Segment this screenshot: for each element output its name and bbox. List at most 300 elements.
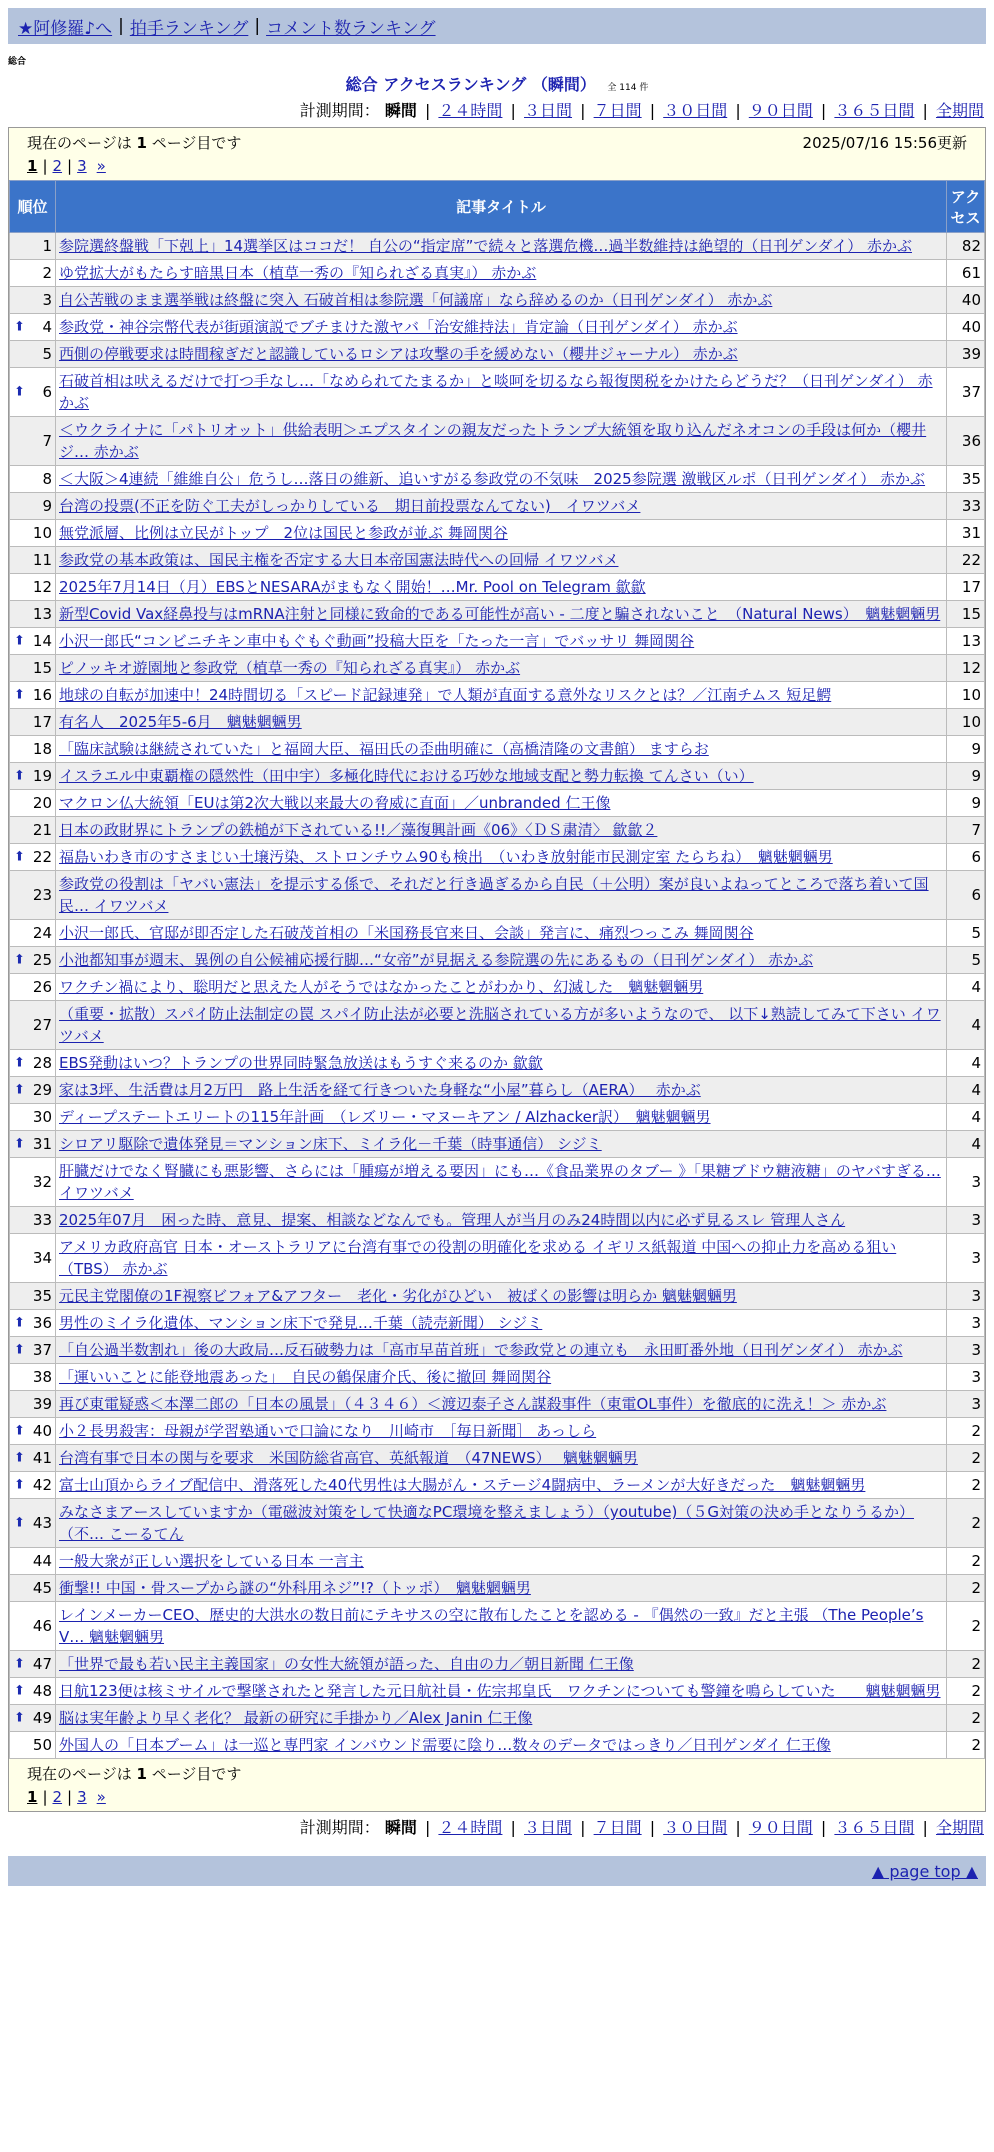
access-count: 37 (947, 368, 985, 417)
access-count: 15 (947, 601, 985, 628)
access-count: 2 (947, 1602, 985, 1651)
article-title-link[interactable]: 参政党の基本政策は、国民主権を否定する大日本帝国憲法時代への回帰 イワツバメ (59, 551, 619, 569)
title-cell (56, 974, 947, 1001)
table-row (10, 287, 985, 314)
access-count: 3 (947, 1283, 985, 1310)
rank-cell (10, 520, 56, 547)
period-link-365d[interactable]: ３６５日間 (834, 1818, 915, 1837)
rank-cell (10, 574, 56, 601)
title-cell (56, 314, 947, 341)
rank-number: 9 (42, 497, 52, 515)
rank-number: 10 (32, 524, 52, 542)
rank-number: 13 (32, 605, 52, 623)
article-title-link[interactable]: 2025年07月 困った時、意見、提案、相談などなんでも。管理人が当月のみ24時間以内に必ず見るスレ 管理人さん (59, 1211, 846, 1229)
article-title-link[interactable]: 小沢一郎氏“コンビニチキン車中もぐもぐ動画”投稿大臣を「たった一言」でバッサリ 舞岡関谷 (59, 632, 695, 650)
article-title-link[interactable]: 台湾有事で日本の関与を要求 米国防総省高官、英紙報道 （47NEWS） 魑魅魍魎男 (59, 1449, 638, 1467)
page-suffix: ページ目です (151, 1764, 242, 1783)
title-cell (56, 1391, 947, 1418)
pagination-next[interactable]: » (96, 1788, 106, 1806)
title-cell (56, 574, 947, 601)
rank-number: 15 (32, 659, 52, 677)
article-title-link[interactable]: 地球の自転が加速中！24時間切る「スピード記録連発」で人類が直面する意外なリスクとは？／江南チムス 短足鰐 (59, 686, 832, 704)
rank-up-arrow-icon: ⬆ (14, 952, 25, 968)
table-row (10, 547, 985, 574)
article-title-link[interactable]: 元民主党閣僚の1F視察ビフォア&アフター 老化・劣化がひどい 被ばくの影響は明らか 魑魅魍魎男 (59, 1287, 737, 1305)
table-row (10, 736, 985, 763)
rank-number: 32 (32, 1173, 52, 1191)
pagination-page-3[interactable]: 3 (77, 1788, 87, 1806)
article-title-link[interactable]: EBS発動はいつ？トランプの世界同時緊急放送はもうすぐ来るのか 歙歙 (59, 1054, 543, 1072)
access-count: 35 (947, 466, 985, 493)
ashura-home-link[interactable]: ★阿修羅♪へ (18, 18, 113, 39)
rank-cell (10, 341, 56, 368)
access-count: 2 (947, 1499, 985, 1548)
rank-cell (10, 1499, 56, 1548)
access-count: 2 (947, 1678, 985, 1705)
period-link-30d[interactable]: ３０日間 (663, 101, 728, 120)
article-title-link[interactable]: 参政党・神谷宗幣代表が街頭演説でブチまけた激ヤバ「治安維持法」肯定論（日刊ゲンダイ） 赤かぶ (59, 318, 738, 336)
title-cell (56, 466, 947, 493)
article-title-link[interactable]: 福島いわき市のすさまじい土壌汚染、ストロンチウム90も検出 （いわき放射能市民測定室 たらちね） 魑魅魍魎男 (59, 848, 833, 866)
article-title-link[interactable]: 家は3坪、生活費は月2万円 路上生活を経て行きついた身軽な“小屋”暮らし（AERA） 赤かぶ (59, 1081, 701, 1099)
rank-number: 39 (32, 1395, 52, 1413)
table-row (10, 1310, 985, 1337)
table-row (10, 417, 985, 466)
article-title-link[interactable]: 肝臓だけでなく腎臓にも悪影響、さらには「腫瘍が増える要因」にも…《食品業界のタブー 》「果糖ブドウ糖液糖」のヤバすぎる… イワツバメ (59, 1162, 941, 1202)
table-row (10, 1548, 985, 1575)
article-title-link[interactable]: 一般大衆が正しい選択をしている日本 一言主 (59, 1552, 364, 1570)
rank-cell (10, 1283, 56, 1310)
rank-number: 18 (32, 740, 52, 758)
rank-up-arrow-icon: ⬆ (14, 687, 25, 703)
period-link-all[interactable]: 全期間 (935, 101, 984, 120)
rank-number: 44 (32, 1552, 52, 1570)
article-title-link[interactable]: 再び東電疑惑＜本澤二郎の「日本の風景」（４３４６）＜渡辺泰子さん謀殺事件（東電OL事件）を徹底的に洗え！＞ 赤かぶ (59, 1395, 887, 1413)
article-title-link[interactable]: 無党派層、比例は立民がトップ 2位は国民と参政が並ぶ 舞岡関谷 (59, 524, 508, 542)
table-row (10, 1207, 985, 1234)
table-row (10, 871, 985, 920)
title-cell (56, 1050, 947, 1077)
rank-cell (10, 287, 56, 314)
access-count: 9 (947, 736, 985, 763)
article-title-link[interactable]: マクロン仏大統領「EUは第2次大戦以来最大の脅威に直面」／unbranded 仁王像 (59, 794, 611, 812)
rank-number: 41 (32, 1449, 52, 1467)
comment-ranking-link[interactable]: コメント数ランキング (266, 18, 436, 39)
title-cell (56, 1602, 947, 1651)
access-count: 3 (947, 1337, 985, 1364)
rank-up-arrow-icon: ⬆ (14, 849, 25, 865)
title-cell (56, 547, 947, 574)
rank-cell (10, 1732, 56, 1759)
rank-up-arrow-icon: ⬆ (14, 1477, 25, 1493)
category-label: 総合 (8, 57, 27, 67)
title-cell (56, 287, 947, 314)
title-cell (56, 1131, 947, 1158)
article-title-link[interactable]: 参政党の役割は「ヤバい憲法」を提示する係で、それだと行き過ぎるから自民（＋公明）案が良いよねってところで落ち着いて国民… イワツバメ (59, 875, 929, 915)
table-row (10, 763, 985, 790)
table-row (10, 655, 985, 682)
rank-cell (10, 763, 56, 790)
table-row (10, 1158, 985, 1207)
article-title-link[interactable]: 富士山頂からライブ配信中、滑落死した40代男性は大腸がん・ステージ4闘病中、ラーメンが大好きだった 魑魅魍魎男 (59, 1476, 866, 1494)
access-count: 13 (947, 628, 985, 655)
period-link-all[interactable]: 全期間 (935, 1818, 984, 1837)
title-cell (56, 763, 947, 790)
rank-up-arrow-icon: ⬆ (14, 1082, 25, 1098)
title-cell (56, 1158, 947, 1207)
rank-cell (10, 790, 56, 817)
ranking-frame (8, 127, 986, 1812)
access-count: 5 (947, 947, 985, 974)
rank-number: 38 (32, 1368, 52, 1386)
title-cell (56, 260, 947, 287)
table-row (10, 1283, 985, 1310)
rank-number: 34 (32, 1249, 52, 1267)
title-cell (56, 1283, 947, 1310)
access-count: 4 (947, 974, 985, 1001)
rank-number: 42 (32, 1476, 52, 1494)
article-title-link[interactable]: みなさまアースしていますか（電磁波対策をして快適なPC環境を整えましょう）（youtube)（５G対策の決め手となりうるか）（不… こーるてん (59, 1503, 914, 1543)
rank-up-arrow-icon: ⬆ (14, 1450, 25, 1466)
rank-number: 14 (32, 632, 52, 650)
period-separator: | (510, 1818, 516, 1837)
title-cell (56, 493, 947, 520)
updated-timestamp: 2025/07/16 15:56更新 (802, 133, 967, 152)
rank-cell (10, 844, 56, 871)
table-row (10, 1678, 985, 1705)
article-title-link[interactable]: 小沢一郎氏、官邸が即否定した石破茂首相の「米国務長官来日、会談」発言に、痛烈つっこみ 舞岡関谷 (59, 924, 754, 942)
article-title-link[interactable]: ゆ党拡大がもたらす暗黒日本（植草一秀の『知られざる真実』） 赤かぶ (59, 264, 537, 282)
access-count: 33 (947, 493, 985, 520)
table-row (10, 466, 985, 493)
pagination-page-2[interactable]: 2 (52, 157, 63, 175)
rank-number: 45 (32, 1579, 52, 1597)
page-info-top (9, 128, 985, 180)
period-nav-bottom (0, 1816, 984, 1840)
table-row (10, 817, 985, 844)
rank-number: 50 (32, 1736, 52, 1754)
table-row (10, 493, 985, 520)
article-title-link[interactable]: 石破首相は吠えるだけで打つ手なし…「なめられてたまるか」と啖呵を切るなら報復関税をかけたらどうだ？（日刊ゲンダイ） 赤かぶ (59, 372, 933, 412)
period-link-3d[interactable]: ３日間 (524, 1818, 573, 1837)
period-link-30d[interactable]: ３０日間 (663, 1818, 728, 1837)
access-count: 2 (947, 1705, 985, 1732)
period-link-90d[interactable]: ９０日間 (748, 101, 813, 120)
rank-up-arrow-icon: ⬆ (14, 1515, 25, 1531)
table-row (10, 314, 985, 341)
article-title-link[interactable]: 「臨床試験は継続されていた」と福岡大臣、福田氏の歪曲明確に（高橋清隆の文書館） ますらお (59, 740, 709, 758)
table-row (10, 844, 985, 871)
current-page-text (27, 132, 241, 153)
rank-number: 33 (32, 1211, 52, 1229)
period-separator: | (424, 1818, 431, 1837)
rank-up-arrow-icon: ⬆ (14, 1423, 25, 1439)
period-separator: | (580, 101, 586, 120)
article-title-link[interactable]: アメリカ政府高官 日本・オーストラリアに台湾有事での役割の明確化を求める イギリス紙報道 中国への抑止力を高める狙い（TBS） 赤かぶ (59, 1238, 897, 1278)
pagination-page-1: 1 (27, 1788, 38, 1806)
article-title-link[interactable]: 衝撃!! 中国・骨スープから謎の“外科用ネジ”!?（トッポ） 魑魅魍魎男 (59, 1579, 531, 1597)
table-row (10, 1001, 985, 1050)
title-cell (56, 1337, 947, 1364)
article-title-link[interactable]: ＜ウクライナに「パトリオット」供給表明＞エプスタインの親友だったトランプ大統領を取り込んだネオコンの手段は何か（櫻井ジ… 赤かぶ (59, 421, 927, 461)
rank-number: 6 (42, 383, 52, 401)
access-count: 3 (947, 1158, 985, 1207)
rank-number: 35 (32, 1287, 52, 1305)
access-count: 4 (947, 1077, 985, 1104)
period-link-24h[interactable]: ２４時間 (438, 101, 503, 120)
access-count: 4 (947, 1001, 985, 1050)
rank-up-arrow-icon: ⬆ (14, 1342, 25, 1358)
title-cell (56, 736, 947, 763)
title-cell (56, 1310, 947, 1337)
article-title-link[interactable]: レインメーカーCEO、歴史的大洪水の数日前にテキサスの空に散布したことを認める - 『偶然の一致』だと主張 （The People’s V… 魑魅魍魎男 (59, 1606, 924, 1646)
rank-up-arrow-icon: ⬆ (14, 633, 25, 649)
rank-cell (10, 682, 56, 709)
rank-up-arrow-icon: ⬆ (14, 1710, 25, 1726)
article-title-link[interactable]: 有名人 2025年5-6月 魑魅魍魎男 (59, 713, 302, 731)
pagination-page-2[interactable]: 2 (52, 1788, 63, 1806)
period-link-365d[interactable]: ３６５日間 (834, 101, 915, 120)
period-current: 瞬間 (384, 101, 417, 120)
rank-number: 48 (32, 1682, 52, 1700)
period-link-7d[interactable]: ７日間 (593, 1818, 642, 1837)
table-row (10, 1077, 985, 1104)
rank-number: 17 (32, 713, 52, 731)
access-count: 2 (947, 1472, 985, 1499)
access-count: 31 (947, 520, 985, 547)
table-row (10, 1472, 985, 1499)
access-count: 61 (947, 260, 985, 287)
page-title (0, 72, 994, 95)
article-title-link[interactable]: 参院選終盤戦「下剋上」14選挙区はココだ！ 自公の“指定席”で続々と落選危機…過半数維持は絶望的（日刊ゲンダイ） 赤かぶ (59, 237, 912, 255)
table-row (10, 1131, 985, 1158)
rank-cell (10, 601, 56, 628)
pagination-separator: | (67, 1788, 73, 1806)
rank-up-arrow-icon: ⬆ (14, 1136, 25, 1152)
title-cell (56, 655, 947, 682)
article-title-link[interactable]: 新型Covid Vax経鼻投与はmRNA注射と同様に致命的である可能性が高い - 二度と騙されないこと （Natural News） 魑魅魍魎男 (59, 605, 941, 623)
rank-number: 4 (42, 318, 52, 336)
rank-cell (10, 1651, 56, 1678)
access-count: 9 (947, 763, 985, 790)
rank-cell (10, 628, 56, 655)
period-separator: | (424, 101, 431, 120)
table-row (10, 1732, 985, 1759)
page-prefix: 現在のページは (27, 1764, 132, 1783)
clap-ranking-link[interactable]: 拍手ランキング (129, 18, 249, 39)
access-count: 5 (947, 920, 985, 947)
rank-number: 21 (32, 821, 52, 839)
rank-cell (10, 1131, 56, 1158)
nav-separator: | (254, 16, 261, 36)
period-link-90d[interactable]: ９０日間 (748, 1818, 813, 1837)
rank-cell (10, 1445, 56, 1472)
article-title-link[interactable]: 小２長男殺害：母親が学習塾通いで口論になり 川崎市 ［毎日新聞］ あっしら (59, 1422, 597, 1440)
rank-cell (10, 1548, 56, 1575)
rank-number: 8 (42, 470, 52, 488)
access-count: 4 (947, 1131, 985, 1158)
page-suffix: ページ目です (151, 133, 242, 152)
rank-number: 25 (32, 951, 52, 969)
rank-number: 12 (32, 578, 52, 596)
period-link-24h[interactable]: ２４時間 (438, 1818, 503, 1837)
rank-number: 22 (32, 848, 52, 866)
col-header-rank: 順位 (10, 181, 56, 233)
rank-up-arrow-icon: ⬆ (14, 319, 25, 335)
title-cell (56, 368, 947, 417)
period-separator: | (510, 101, 516, 120)
table-row (10, 368, 985, 417)
article-title-link[interactable]: 小池都知事が週末、異例の自公候補応援行脚…“女帝”が見据える参院選の先にあるもの（日刊ゲンダイ） 赤かぶ (59, 951, 814, 969)
rank-number: 27 (32, 1016, 52, 1034)
rank-cell (10, 1472, 56, 1499)
title-cell (56, 628, 947, 655)
article-title-link[interactable]: 外国人の「日本ブーム」は一巡と専門家 インバウンド需要に陰り…数々のデータではっきり／日刊ゲンダイ 仁王像 (59, 1736, 831, 1754)
title-cell (56, 233, 947, 260)
rank-number: 47 (32, 1655, 52, 1673)
article-title-link[interactable]: 「世界で最も若い民主主義国家」の女性大統領が語った、自由の力／朝日新聞 仁王像 (59, 1655, 634, 1673)
col-header-title: 記事タイトル (56, 181, 947, 233)
table-row (10, 920, 985, 947)
page-info-bottom (9, 1759, 985, 1811)
access-count: 3 (947, 1234, 985, 1283)
title-cell (56, 1499, 947, 1548)
rank-number: 28 (32, 1054, 52, 1072)
rank-cell (10, 233, 56, 260)
access-count: 2 (947, 1548, 985, 1575)
article-title-link[interactable]: イスラエル中東覇権の隠然性（田中宇）多極化時代における巧妙な地域支配と勢力転換 てんさい（い） (59, 767, 754, 785)
current-page-text (27, 1763, 241, 1784)
rank-up-arrow-icon: ⬆ (14, 1055, 25, 1071)
title-cell (56, 1364, 947, 1391)
article-title-link[interactable]: ＜大阪＞4連続「維維自公」危うし…落日の維新、追いすがる参政党の不気味 2025参院選 激戦区ルポ（日刊ゲンダイ） 赤かぶ (59, 470, 926, 488)
rank-cell (10, 1418, 56, 1445)
rank-cell (10, 368, 56, 417)
article-title-link[interactable]: 西側の停戦要求は時間稼ぎだと認識しているロシアは攻撃の手を緩めない（櫻井ジャーナル） 赤かぶ (59, 345, 738, 363)
rank-cell (10, 655, 56, 682)
article-title-link[interactable]: 2025年7月14日（月）EBSとNESARAがまもなく開始！…Mr. Pool on Telegram 歙歙 (59, 578, 646, 596)
rank-cell (10, 1678, 56, 1705)
page-prefix: 現在のページは (27, 133, 132, 152)
title-cell (56, 1651, 947, 1678)
article-title-link[interactable]: ディープステートエリートの115年計画 （レズリー・マヌーキアン / Alzhacker訳） 魑魅魍魎男 (59, 1108, 711, 1126)
period-current: 瞬間 (384, 1818, 417, 1837)
pagination (27, 154, 967, 178)
page-top-link[interactable]: ▲ page top ▲ (871, 1861, 978, 1881)
period-separator: | (922, 101, 928, 120)
access-count: 9 (947, 790, 985, 817)
table-row (10, 1050, 985, 1077)
title-cell (56, 1575, 947, 1602)
title-cell (56, 417, 947, 466)
access-count: 2 (947, 1445, 985, 1472)
access-count: 82 (947, 233, 985, 260)
title-cell (56, 1678, 947, 1705)
article-title-link[interactable]: ワクチン禍により、聡明だと思えた人がそうではなかったことがわかり、幻滅した 魑魅魍魎男 (59, 978, 704, 996)
title-cell (56, 790, 947, 817)
title-cell (56, 1418, 947, 1445)
title-cell (56, 1234, 947, 1283)
rank-cell (10, 1602, 56, 1651)
period-link-7d[interactable]: ７日間 (593, 101, 642, 120)
pagination (27, 1785, 967, 1809)
table-row (10, 341, 985, 368)
rank-cell (10, 1234, 56, 1283)
rank-number: 40 (32, 1422, 52, 1440)
article-title-link[interactable]: 「自公過半数割れ」後の大政局…反石破勢力は「高市早苗首班」で参政党との連立も 永田町番外地（日刊ゲンダイ） 赤かぶ (59, 1341, 903, 1359)
rank-cell (10, 1050, 56, 1077)
table-row (10, 1575, 985, 1602)
article-title-link[interactable]: 「運いいことに能登地震あった」 自民の鶴保庸介氏、後に撤回 舞岡関谷 (59, 1368, 552, 1386)
title-cell (56, 1548, 947, 1575)
period-separator: | (922, 1818, 928, 1837)
rank-number: 5 (42, 345, 52, 363)
access-count: 40 (947, 287, 985, 314)
article-title-link[interactable]: シロアリ駆除で遺体発見＝マンション床下、ミイラ化－千葉（時事通信） シジミ (59, 1135, 602, 1153)
page-number: 1 (136, 133, 147, 152)
period-link-3d[interactable]: ３日間 (524, 101, 573, 120)
rank-number: 36 (32, 1314, 52, 1332)
ranking-body (10, 233, 985, 1759)
article-title-link[interactable]: （重要・拡散）スパイ防止法制定の罠 スパイ防止法が必要と洗脳されている方が多いようなので、 以下↓熟読してみて下さい イワツバメ (59, 1005, 941, 1045)
pagination-page-3[interactable]: 3 (77, 157, 87, 175)
rank-number: 11 (32, 551, 52, 569)
period-separator: | (580, 1818, 586, 1837)
period-separator: | (820, 1818, 827, 1837)
rank-up-arrow-icon: ⬆ (14, 384, 25, 400)
title-cell (56, 947, 947, 974)
table-row (10, 574, 985, 601)
article-title-link[interactable]: 台湾の投票(不正を防ぐ工夫がしっかりしている 期日前投票なんてない) イワツバメ (59, 497, 641, 515)
article-title-link[interactable]: 自公苦戦のまま選挙戦は終盤に突入 石破首相は参院選「何議席」なら辞めるのか（日刊ゲンダイ） 赤かぶ (59, 291, 773, 309)
pagination-next[interactable]: » (96, 157, 106, 175)
total-count: 全 114 件 (607, 83, 649, 93)
bottom-bar (8, 1856, 986, 1886)
rank-cell (10, 1391, 56, 1418)
article-title-link[interactable]: ピノッキオ遊園地と参政党（植草一秀の『知られざる真実』） 赤かぶ (59, 659, 521, 677)
period-label: 計測期間： (299, 101, 380, 120)
table-row (10, 1602, 985, 1651)
access-count: 6 (947, 871, 985, 920)
access-count: 7 (947, 817, 985, 844)
rank-cell (10, 1337, 56, 1364)
rank-number: 2 (42, 264, 52, 282)
rank-up-arrow-icon: ⬆ (14, 1315, 25, 1331)
table-row (10, 974, 985, 1001)
title-cell (56, 1445, 947, 1472)
table-row (10, 520, 985, 547)
article-title-link[interactable]: 脳は実年齢より早く老化？ 最新の研究に手掛かり／Alex Janin 仁王像 (59, 1709, 533, 1727)
rank-number: 16 (32, 686, 52, 704)
rank-number: 37 (32, 1341, 52, 1359)
rank-cell (10, 1104, 56, 1131)
access-count: 39 (947, 341, 985, 368)
title-cell (56, 817, 947, 844)
article-title-link[interactable]: 男性のミイラ化遺体、マンション床下で発見…千葉（読売新聞） シジミ (59, 1314, 543, 1332)
table-row (10, 1337, 985, 1364)
title-cell (56, 1207, 947, 1234)
rank-cell (10, 1310, 56, 1337)
rank-number: 31 (32, 1135, 52, 1153)
rank-number: 49 (32, 1709, 52, 1727)
access-count: 40 (947, 314, 985, 341)
rank-number: 19 (32, 767, 52, 785)
article-title-link[interactable]: 日本の政財界にトランプの鉄槌が下されている!!／藻復興計画《06》〈ＤＳ粛清〉 歙歙２ (59, 821, 658, 839)
period-label: 計測期間： (299, 1818, 380, 1837)
article-title-link[interactable]: 日航123便は核ミサイルで撃墜されたと発言した元日航社員・佐宗邦皇氏 ワクチンについても警鐘を鳴らしていた 魑魅魍魎男 (59, 1682, 941, 1700)
period-nav-top (0, 99, 984, 123)
table-row (10, 790, 985, 817)
